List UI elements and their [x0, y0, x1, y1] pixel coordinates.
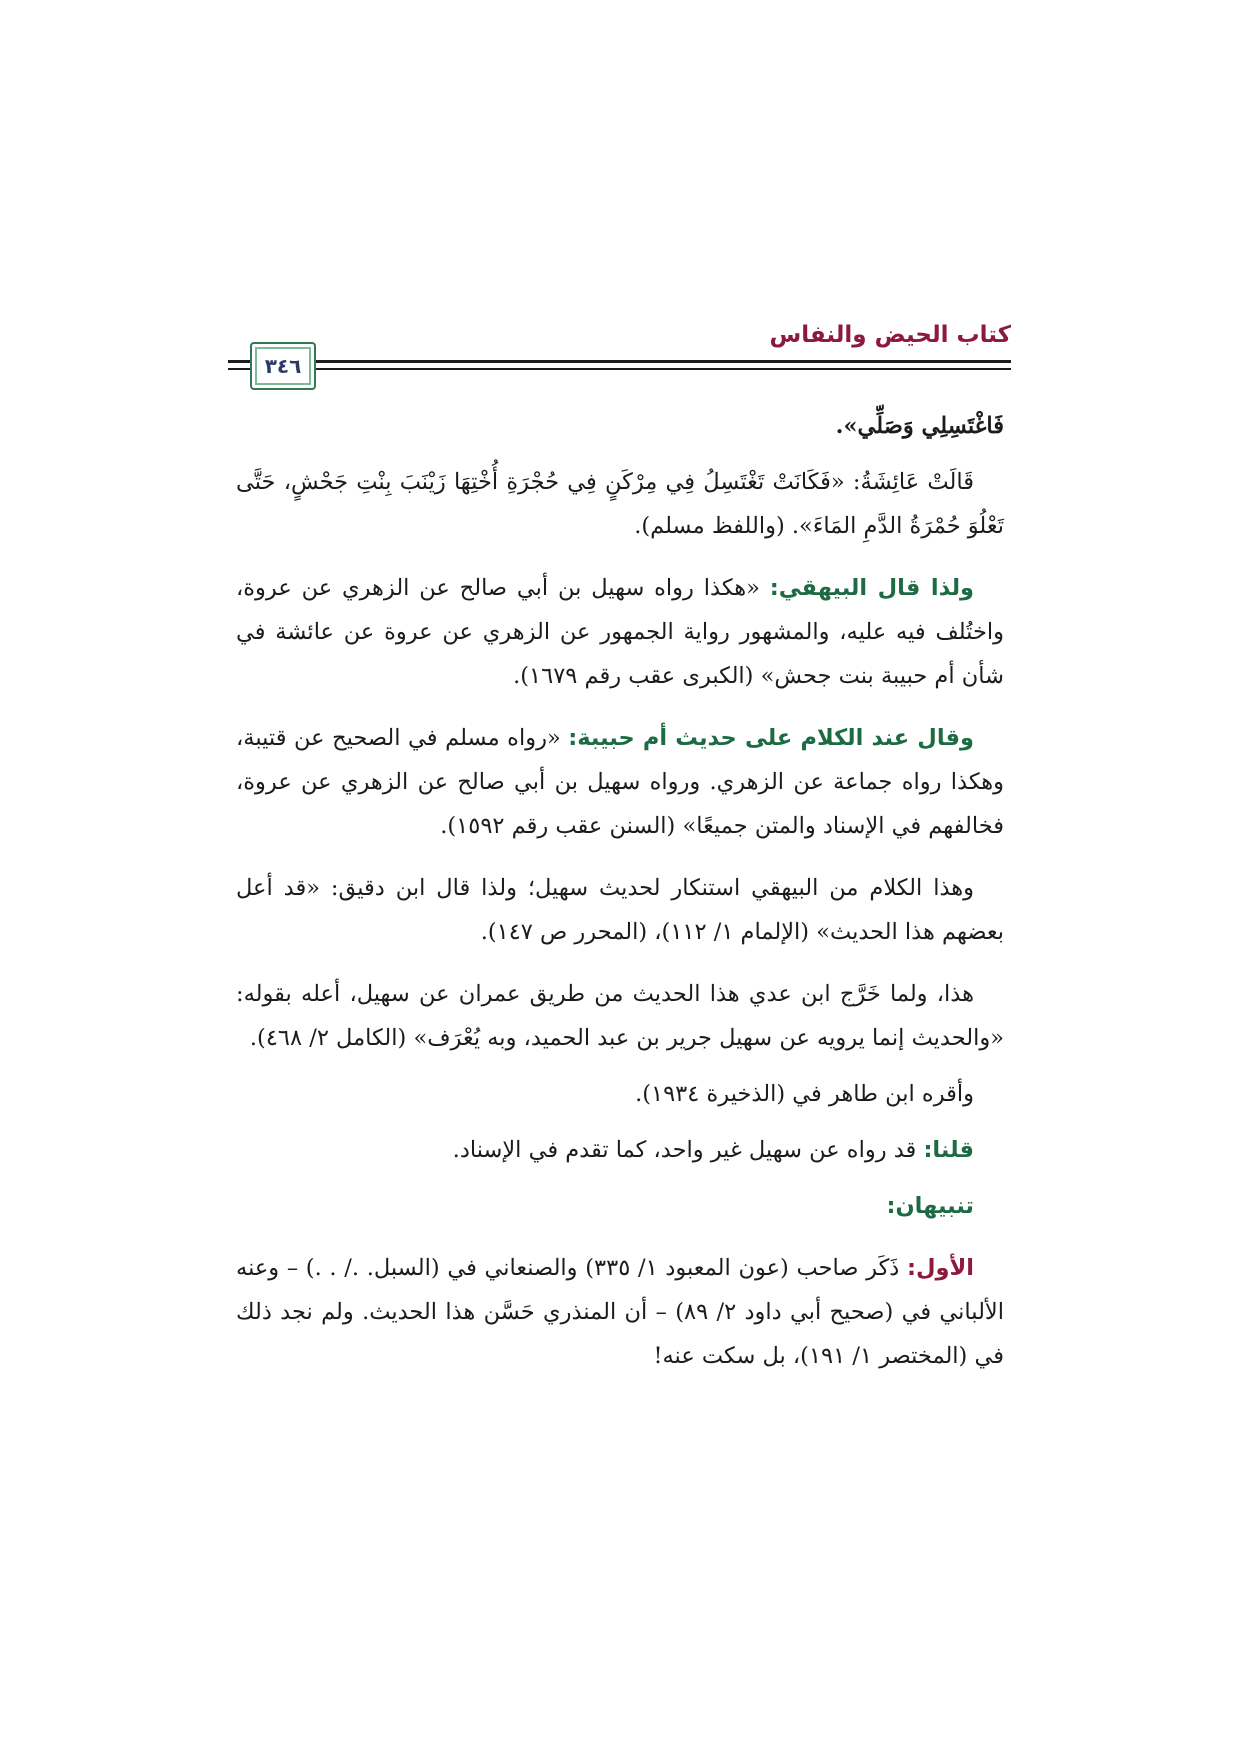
paragraph-ibn-daqiq: [236, 866, 1004, 954]
paragraph-hadith-end: [236, 404, 1004, 448]
book-title: كتاب الحيض والنفاس: [769, 322, 1011, 348]
paragraph-text: ذَكَر صاحب (عون المعبود ١/ ٣٣٥) والصنعاني في (السبل. ./ . .) – وعنه الألباني في (صحيح أبي داود ٢/ ٨٩) – أن المنذري حَسَّن هذا الحديث. ولم نجد ذلك في (المختصر ١/ ١٩١)، بل سكت عنه!: [236, 1255, 1005, 1369]
header-rule-top: [228, 360, 1011, 363]
paragraph-text: وأقره ابن طاهر في (الذخيرة ١٩٣٤).: [635, 1081, 974, 1107]
paragraph-text: هذا، ولما خَرَّج ابن عدي هذا الحديث من طريق عمران عن سهيل، أعله بقوله: «والحديث إنما يرويه عن سهيل جرير بن عبد الحميد، وبه يُعْرَف» (الكامل ٢/ ٤٦٨).: [236, 981, 1004, 1051]
paragraph-lead: وقال عند الكلام على حديث أم حبيبة:: [568, 725, 974, 751]
paragraph-text: وهذا الكلام من البيهقي استنكار لحديث سهيل؛ ولذا قال ابن دقيق: «قد أعل بعضهم هذا الحديث» (الإلمام ١/ ١١٢)، (المحرر ص ١٤٧).: [236, 875, 1004, 945]
page-body: [236, 404, 1004, 1378]
header-rule-bottom: [228, 368, 1011, 370]
paragraph-qulna: [236, 1128, 1004, 1172]
paragraph-text: قد رواه عن سهيل غير واحد، كما تقدم في الإسناد.: [452, 1137, 924, 1163]
paragraph-aisha: [236, 460, 1004, 548]
page-number-badge: [250, 342, 316, 390]
page-header: [228, 318, 1011, 388]
paragraph-ibn-adi: [236, 972, 1004, 1060]
heading-tanbihan: [236, 1184, 1004, 1228]
section-heading: تنبيهان:: [886, 1193, 974, 1219]
paragraph-text: فَاغْتَسِلِي وَصَلِّي».: [835, 413, 1004, 439]
paragraph-lead: الأول:: [907, 1255, 975, 1281]
page-number: ٣٤٦: [264, 354, 302, 378]
paragraph-bayhaqi: [236, 566, 1004, 698]
paragraph-ibn-tahir: [236, 1072, 1004, 1116]
paragraph-first-note: [236, 1246, 1004, 1378]
paragraph-lead: ولذا قال البيهقي:: [769, 575, 975, 601]
paragraph-lead: قلنا:: [923, 1137, 974, 1163]
paragraph-text: قَالَتْ عَائِشَةُ: «فَكَانَتْ تَغْتَسِلُ فِي مِرْكَنٍ فِي حُجْرَةِ أُخْتِهَا زَيْنَبَ بِنْتِ جَحْشٍ، حَتَّى تَعْلُوَ حُمْرَةُ الدَّمِ المَاءَ». (واللفظ مسلم).: [236, 469, 1004, 539]
paragraph-text: «هكذا رواه سهيل بن أبي صالح عن الزهري عن عروة، واختُلف فيه عليه، والمشهور رواية الجمهور عن الزهري عن عروة عن عائشة في شأن أم حبيبة بنت جحش» (الكبرى عقب رقم ١٦٧٩).: [236, 575, 1004, 689]
paragraph-text: «رواه مسلم في الصحيح عن قتيبة، وهكذا رواه جماعة عن الزهري. ورواه سهيل بن أبي صالح عن الزهري عن عروة، فخالفهم في الإسناد والمتن جميعًا» (السنن عقب رقم ١٥٩٢).: [236, 725, 1004, 839]
paragraph-umm-habiba: [236, 716, 1004, 848]
